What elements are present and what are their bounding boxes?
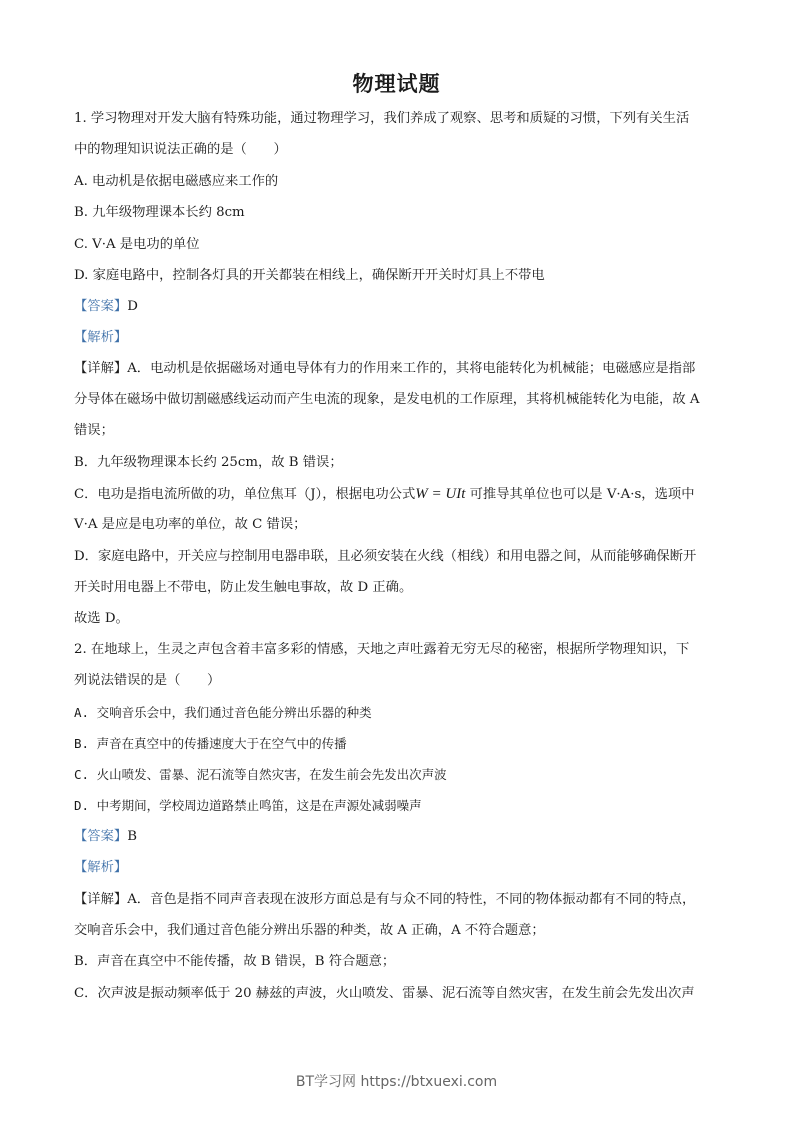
q1-analysis — [74, 329, 724, 347]
q1-conclusion: 故选 D。 — [74, 611, 129, 626]
answer-value: B — [127, 829, 137, 844]
q2-option-b: B. 声音在真空中的传播速度大于在空气中的传播 — [74, 736, 347, 751]
q2-stem-line-1: 2. 在地球上，生灵之声包含着丰富多彩的情感，天地之声吐露着无穷无尽的秘密，根据所学物理知识，下 — [74, 642, 690, 657]
q1-answer — [74, 298, 724, 316]
q2-answer — [74, 828, 724, 846]
q1-detail-line-2: 分导体在磁场中做切割磁感线运动而产生电流的现象，是发电机的工作原理，其将机械能转化为电能，故 A — [74, 392, 700, 407]
q1-option-b: B. 九年级物理课本长约 8cm — [74, 205, 245, 220]
q2-stem-line-2: 列说法错误的是（ ） — [74, 673, 221, 688]
q2-option-c: C. 火山喷发、雷暴、泥石流等自然灾害，在发生前会先发出次声波 — [74, 767, 447, 782]
detail-label: 【详解】 — [74, 892, 128, 907]
answer-label: 【答案】 — [74, 829, 128, 844]
q1-detail-line-8: 开关时用电器上不带电，防止发生触电事故，故 D 正确。 — [74, 580, 413, 595]
analysis-label: 【解析】 — [74, 860, 128, 875]
answer-label: 【答案】 — [74, 299, 128, 314]
q2-option-a: A. 交响音乐会中，我们通过音色能分辨出乐器的种类 — [74, 705, 372, 720]
q2-analysis — [74, 859, 724, 877]
q2-detail-line-2: 交响音乐会中，我们通过音色能分辨出乐器的种类，故 A 正确，A 不符合题意； — [74, 923, 545, 938]
footer-watermark: BT学习网 https://btxuexi.com — [295, 1074, 498, 1090]
detail-text: A．电动机是依据磁场对通电导体有力的作用来工作的，其将电能转化为机械能；电磁感应是指部 — [127, 361, 696, 376]
q1-detail-line-4: B．九年级物理课本长约 25cm，故 B 错误； — [74, 455, 343, 470]
q1-option-c: C. V·A 是电功的单位 — [74, 237, 200, 252]
q1-option-d: D. 家庭电路中，控制各灯具的开关都装在相线上，确保断开开关时灯具上不带电 — [74, 268, 545, 283]
q2-option-d: D. 中考期间，学校周边道路禁止鸣笛，这是在声源处减弱噪声 — [74, 798, 422, 813]
q1-detail-line-3: 错误； — [74, 423, 114, 438]
q1-detail-line-6: V·A 是应是电功率的单位，故 C 错误； — [74, 517, 307, 532]
q2-detail-line-3: B．声音在真空中不能传播，故 B 错误，B 符合题意； — [74, 954, 396, 969]
q1-detail-line-7: D．家庭电路中，开关应与控制用电器串联，且必须安装在火线（相线）和用电器之间，从而能够确保断开 — [74, 549, 697, 564]
q2-detail-line-1 — [74, 891, 724, 909]
q1-stem-line-2: 中的物理知识说法正确的是（ ） — [74, 142, 287, 157]
q1-option-a: A. 电动机是依据电磁感应来工作的 — [74, 174, 279, 189]
detail-text: A．音色是指不同声音表现在波形方面总是有与众不同的特性，不同的物体振动都有不同的特点， — [127, 892, 696, 907]
analysis-label: 【解析】 — [74, 330, 128, 345]
q1-stem-line-1: 1. 学习物理对开发大脑有特殊功能，通过物理学习，我们养成了观察、思考和质疑的习惯，下列有关生活 — [74, 111, 690, 126]
q1-detail-line-1 — [74, 360, 724, 378]
detail-label: 【详解】 — [74, 361, 128, 376]
answer-value: D — [127, 299, 138, 314]
page-title: 物理试题 — [352, 72, 441, 96]
q1-detail-c-line — [74, 485, 724, 504]
formula-w-uit: W = UIt — [415, 486, 466, 502]
c-line-pre: C．电功是指电流所做的功，单位焦耳（J），根据电功公式 — [74, 487, 416, 502]
q2-detail-line-4: C．次声波是振动频率低于 20 赫兹的声波，火山喷发、雷暴、泥石流等自然灾害，在发生前会先发出次声 — [74, 986, 695, 1001]
c-line-post: 可推导其单位也可以是 V·A·s，选项中 — [465, 487, 695, 502]
